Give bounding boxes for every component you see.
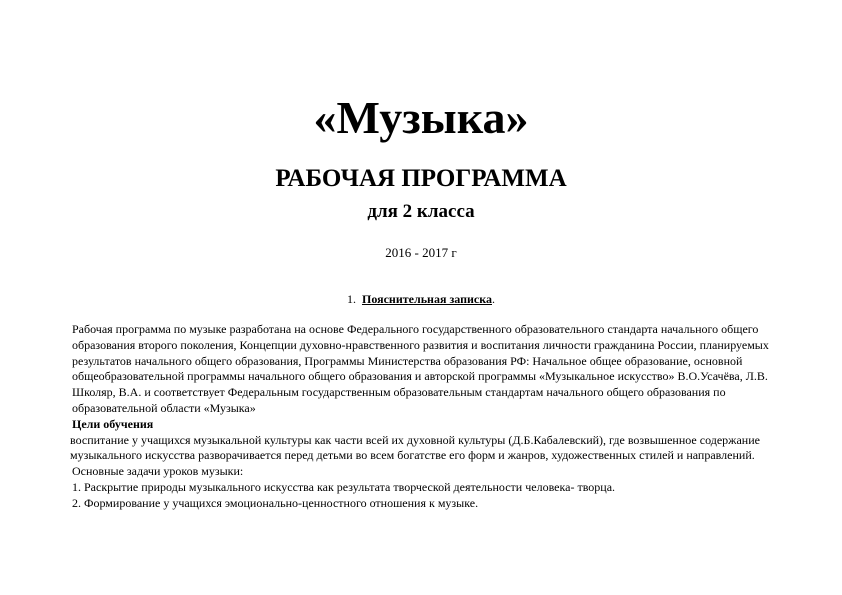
intro-paragraph: [58, 322, 792, 417]
document-title: «Музыка»: [313, 92, 529, 143]
intro-text-part1: Рабочая программа по музыке разработана на основе Федерального государственного образовательного стандарта начального общего образования второго поколения, Концепции духовно-нравственного развития и воспитания личности гражданина России, планируемых результатов начального общего образования, Программы Министерства образования РФ: Начальное общее образование, основной общеобразовательной программы начального общего образования и авторской программы: [72, 322, 769, 384]
goals-heading: Цели обучения: [72, 416, 154, 431]
program-name: «Музыкальное искусство»: [539, 369, 675, 384]
goals-paragraph: воспитание у учащихся музыкальной культуры как части всей их духовной культуры (Д.Б.Кабалевский), где возвышенное содержание музыкального искусства разворачивается перед детьми во всем богатстве его форм и жанров, художественных стилей и направлений.: [70, 432, 760, 463]
grade-label: для 2 класса: [367, 201, 475, 222]
intro-text-part2: В.О.Усачёва, Л.В. Школяр, В.А. и соответствует Федеральным государственным образовательным стандартам начального общего образования по образовательной области «Музыка»: [72, 369, 768, 415]
task-item: 1. Раскрытие природы музыкального искусства как результата творческой деятельности человека- творца.: [72, 479, 616, 494]
tasks-heading: Основные задачи уроков музыки:: [72, 464, 244, 479]
task-item: 2. Формирование у учащихся эмоционально-ценностного отношения к музыке.: [72, 495, 479, 510]
document-body: [58, 322, 792, 512]
section-period: .: [492, 292, 495, 306]
section-title: Пояснительная записка: [361, 292, 492, 306]
section-number: 1.: [346, 292, 356, 306]
academic-year: 2016 - 2017 г: [385, 245, 457, 260]
section-heading: [0, 292, 842, 307]
document-subtitle: РАБОЧАЯ ПРОГРАММА: [275, 165, 567, 192]
